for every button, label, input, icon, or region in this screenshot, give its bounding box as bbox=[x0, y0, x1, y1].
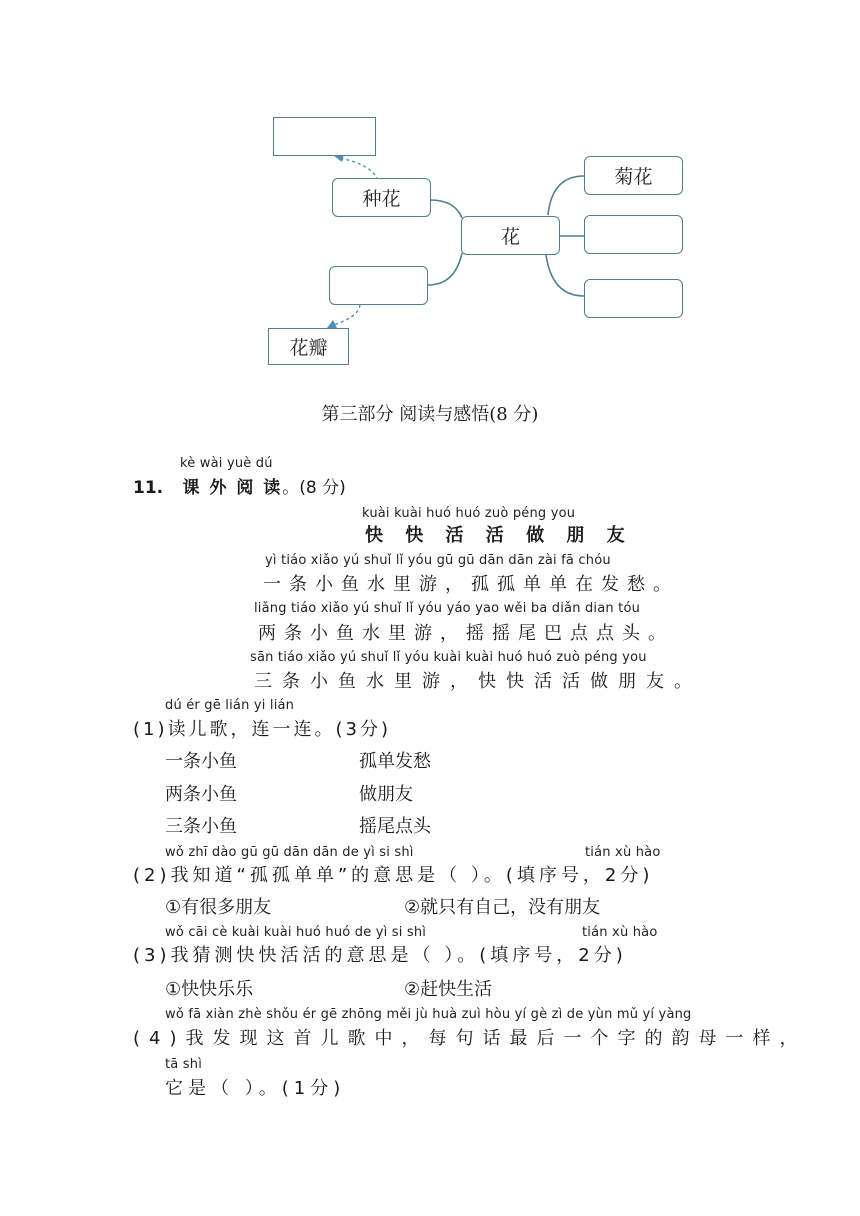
q1-left-3[interactable]: 三条小鱼 bbox=[165, 816, 237, 837]
q1-right-1[interactable]: 孤单发愁 bbox=[359, 751, 431, 772]
q3-option-1[interactable]: ①快快乐乐 bbox=[165, 979, 254, 1000]
poem-title-pinyin: kuài kuài huó huó zuò péng you bbox=[362, 506, 576, 521]
poem-title: 快 快 活 活 做 朋 友 bbox=[365, 525, 633, 546]
q11-score: 。(8 分) bbox=[282, 478, 346, 498]
answer-box-left-bottom[interactable] bbox=[329, 266, 428, 305]
node-center-flower bbox=[461, 216, 560, 255]
poem-line-1-pinyin: yì tiáo xiǎo yú shuǐ lǐ yóu gū gū dān dān zài fā chóu bbox=[265, 553, 611, 568]
node-label: 种花 bbox=[362, 188, 401, 210]
q1-text: (1)读儿歌，连一连。(3分) bbox=[133, 719, 391, 740]
q3-pinyin: wǒ cāi cè kuài kuài huó huó de yì si shì bbox=[165, 925, 427, 940]
q1-right-3[interactable]: 摇尾点头 bbox=[359, 816, 431, 837]
q3-option-2[interactable]: ②赶快生活 bbox=[404, 979, 493, 1000]
poem-line-3-pinyin: sān tiáo xiǎo yú shuǐ lǐ yóu kuài kuài huó huó zuò péng you bbox=[250, 650, 647, 665]
q11-heading bbox=[133, 473, 346, 498]
q2-pinyin-fill: tián xù hào bbox=[585, 845, 661, 860]
q2-option-2[interactable]: ②就只有自己，没有朋友 bbox=[404, 897, 601, 918]
node-petal bbox=[268, 328, 349, 365]
answer-box-top[interactable] bbox=[273, 117, 376, 156]
node-label: 菊花 bbox=[614, 166, 653, 188]
q4-text: (4)我发现这首儿歌中，每句话最后一个字的韵母一样， bbox=[133, 1028, 807, 1049]
q11-pinyin: kè wài yuè dú bbox=[180, 456, 273, 471]
q1-left-2[interactable]: 两条小鱼 bbox=[165, 784, 237, 805]
node-plant-flowers bbox=[332, 178, 431, 217]
q1-right-2[interactable]: 做朋友 bbox=[359, 784, 413, 805]
answer-box-right-bottom[interactable] bbox=[584, 279, 683, 318]
poem-line-1: 一条小鱼水里游，孤孤单单在发愁。 bbox=[263, 574, 679, 595]
q2-text: (2)我知道“孤孤单单”的意思是（ ）。(填序号，2分) bbox=[133, 865, 654, 886]
q4-pinyin-2: tā shì bbox=[165, 1057, 203, 1072]
q4-pinyin: wǒ fā xiàn zhè shǒu ér gē zhōng měi jù huà zuì hòu yí gè zì de yùn mǔ yí yàng bbox=[165, 1007, 692, 1022]
q3-pinyin-fill: tián xù hào bbox=[582, 925, 658, 940]
node-chrysanthemum bbox=[584, 156, 683, 195]
section-title: 第三部分 阅读与感悟(8 分) bbox=[321, 404, 539, 425]
q11-number: 11. bbox=[133, 478, 164, 498]
answer-box-right-middle[interactable] bbox=[584, 215, 683, 254]
q2-pinyin: wǒ zhī dào gū gū dān dān de yì si shì bbox=[165, 845, 414, 860]
q4-text-2: 它是（ ）。(1分) bbox=[165, 1078, 346, 1099]
q11-title: 课 外 阅 读 bbox=[182, 478, 283, 498]
poem-line-2: 两条小鱼水里游，摇摇尾巴点点头。 bbox=[258, 623, 674, 644]
poem-line-2-pinyin: liǎng tiáo xiǎo yú shuǐ lǐ yóu yáo yao wěi ba diǎn dian tóu bbox=[254, 601, 641, 616]
node-label: 花瓣 bbox=[289, 337, 328, 359]
q1-pinyin: dú ér gē lián yi lián bbox=[165, 698, 295, 713]
node-label: 花 bbox=[500, 226, 520, 248]
q2-option-1[interactable]: ①有很多朋友 bbox=[165, 897, 272, 918]
q1-left-1[interactable]: 一条小鱼 bbox=[165, 751, 237, 772]
q3-text: (3)我猜测快快活活的意思是（ ）。(填序号，2分) bbox=[133, 945, 627, 966]
poem-line-3: 三条小鱼水里游，快快活活做朋友。 bbox=[254, 671, 702, 692]
